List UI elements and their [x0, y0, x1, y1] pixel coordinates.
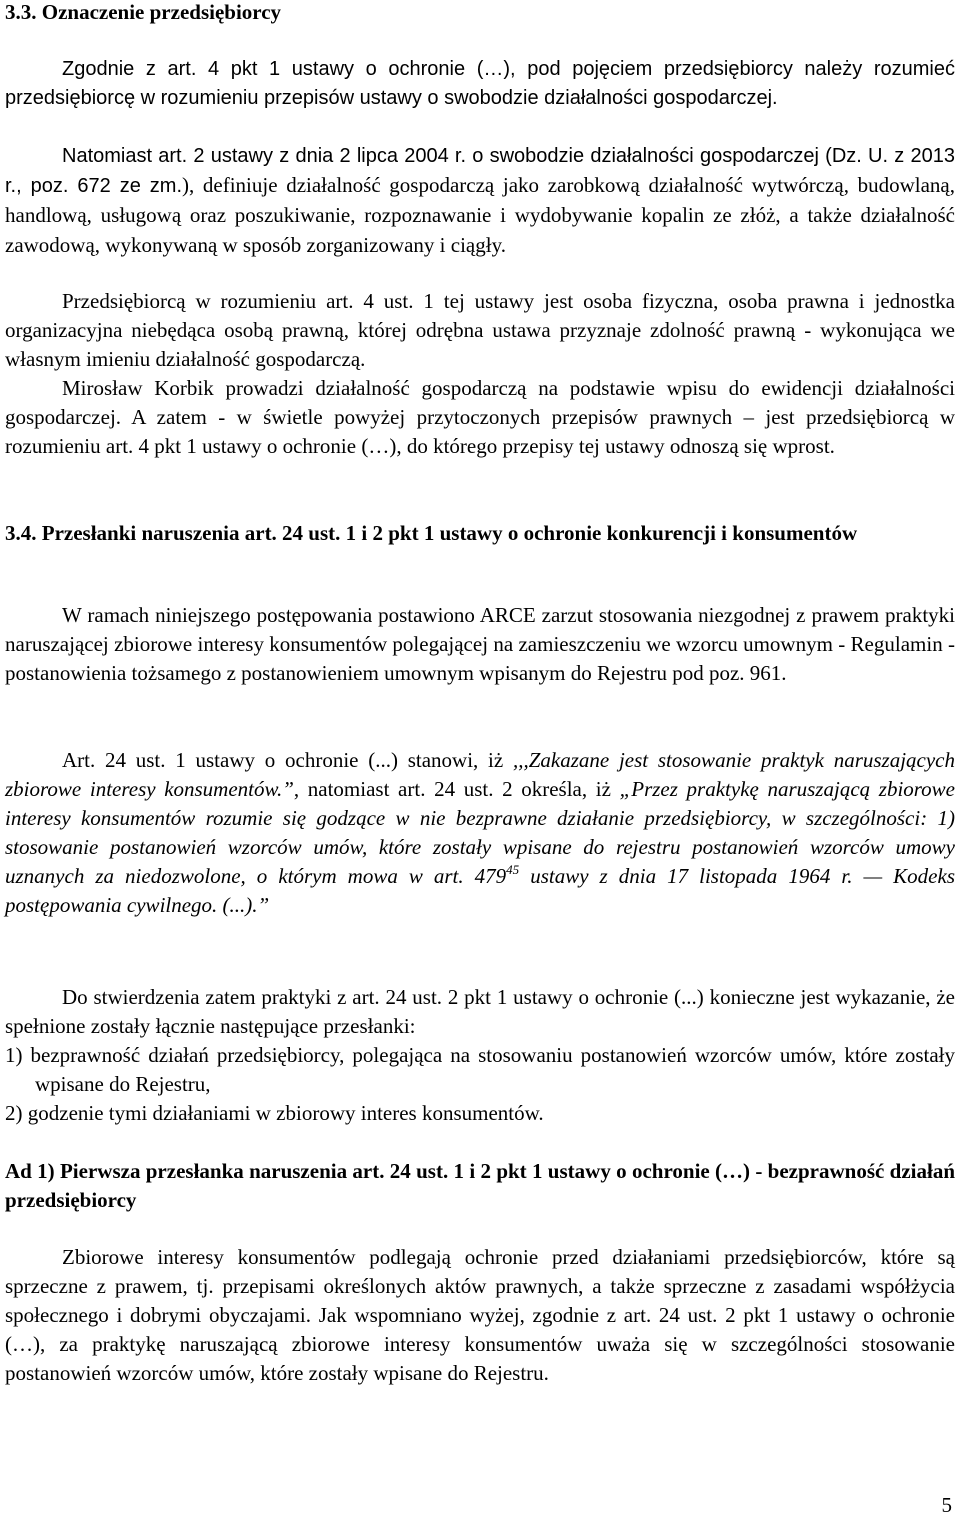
section-heading-ad1: Ad 1) Pierwsza przesłanka naruszenia art. 24 ust. 1 i 2 pkt 1 ustawy o ochronie (…) - bezprawność działań przedsiębiorcy	[5, 1159, 955, 1212]
para6-quote2b: ustawy z dnia 17 listopada 1964 r. — Kodeks postępowania cywilnego. (...).”	[5, 864, 955, 917]
para6-part2: , natomiast art. 24 ust. 2 określa, iż	[293, 777, 620, 801]
para2-part2: ), definiuje działalność gospodarczą jako zarobkową działalność wytwórczą, budowlaną, handlową, usługową oraz poszukiwanie, rozpoznawanie i wydobywanie kopalin ze złóż, a także działalność zawodową, wykonywaną w sposób zorganizowany i ciągły.	[5, 173, 955, 257]
para6-quote1: ,,,Zakazane jest stosowanie praktyk naruszających zbiorowe interesy konsumentów.”	[5, 748, 956, 801]
list-item: 2) godzenie tymi działaniami w zbiorowy interes konsumentów.	[5, 1101, 544, 1125]
paragraph-swoboda-dzialalnosci	[5, 142, 955, 261]
paragraph-art24	[5, 746, 955, 920]
para6-quote2a: „Przez praktykę naruszającą zbiorowe interesy konsumentów rozumie się godzące w nie bezprawne działanie przedsiębiorcy, w szczególności: 1) stosowanie postanowień wzorców umów, które zostały wpisane do rejestru postanowień wzorców umowy uznanych za niedozwolone, o którym mowa w art. 479	[5, 777, 955, 888]
paragraph-przeslanki: Do stwierdzenia zatem praktyki z art. 24 ust. 2 pkt 1 ustawy o ochronie (...) konieczne jest wykazanie, że spełnione zostały łącznie następujące przesłanki:	[5, 985, 955, 1038]
section-heading-3-3: 3.3. Oznaczenie przedsiębiorcy	[5, 0, 282, 24]
paragraph-korbik: Mirosław Korbik prowadzi działalność gospodarczą na podstawie wpisu do ewidencji działalności gospodarczej. A zatem - w świetle powyżej przytoczonych przepisów prawnych – jest przedsiębiorcą w rozumieniu art. 4 pkt 1 ustawy o ochronie (…), do którego przepisy tej ustawy odnoszą się wprost.	[5, 376, 955, 458]
section-heading-3-4: 3.4. Przesłanki naruszenia art. 24 ust. 1 i 2 pkt 1 ustawy o ochronie konkurencji i konsumentów	[5, 521, 858, 545]
list-item: 1) bezprawność działań przedsiębiorcy, polegająca na stosowaniu postanowień wzorców umów, które zostały wpisane do Rejestru,	[5, 1043, 955, 1096]
para2-part1: Natomiast art. 2 ustawy z dnia 2 lipca 2004 r. o swobodzie działalności gospodarczej (Dz. U. z 2013 r., poz. 672 ze zm.	[5, 145, 955, 197]
paragraph-przedsiebiorca-art4	[5, 287, 955, 374]
para6-part1: Art. 24 ust. 1 ustawy o ochronie (...) stanowi, iż	[62, 748, 513, 772]
para3-part2: 1 tej ustawy jest osoba fizyczna, osoba prawna i jednostka organizacyjna niebędąca osobą prawną, której odrębna ustawa przyznaje zdolność prawną - wykonująca we własnym imieniu działalność gospodarczą.	[5, 289, 955, 371]
page-number: 5	[941, 1493, 952, 1517]
paragraph-zbiorowe-interesy: Zbiorowe interesy konsumentów podlegają ochronie przed działaniami przedsiębiorców, które są sprzeczne z prawem, tj. przepisami określonych aktów prawnych, a także sprzeczne z zasadami współżycia społecznego i dobrymi obyczajami. Jak wspomniano wyżej, zgodnie z art. 24 ust. 2 pkt 1 ustawy o ochronie (…), za praktykę naruszającą zbiorowe interesy konsumentów uważa się w szczególności stosowanie postanowień wzorców umów, które zostały wpisane do Rejestru.	[5, 1245, 955, 1385]
para6-superscript: 45	[506, 862, 520, 877]
para3-part1: Przedsiębiorcą w rozumieniu art. 4 ust.	[62, 289, 414, 313]
paragraph-zarzut: W ramach niniejszego postępowania postawiono ARCE zarzut stosowania niezgodnej z prawem praktyki naruszającej zbiorowe interesy konsumentów polegającej na zamieszczeniu we wzorcu umownym - Regulamin - postanowienia tożsamego z postanowieniem umownym wpisanym do Rejestru pod poz. 961.	[5, 603, 955, 685]
paragraph-definition-przedsiebiorca: Zgodnie z art. 4 pkt 1 ustawy o ochronie (…), pod pojęciem przedsiębiorcy należy rozumieć przedsiębiorcę w rozumieniu przepisów ustawy o swobodzie działalności gospodarczej.	[5, 58, 955, 109]
przeslanki-list	[5, 1041, 955, 1128]
